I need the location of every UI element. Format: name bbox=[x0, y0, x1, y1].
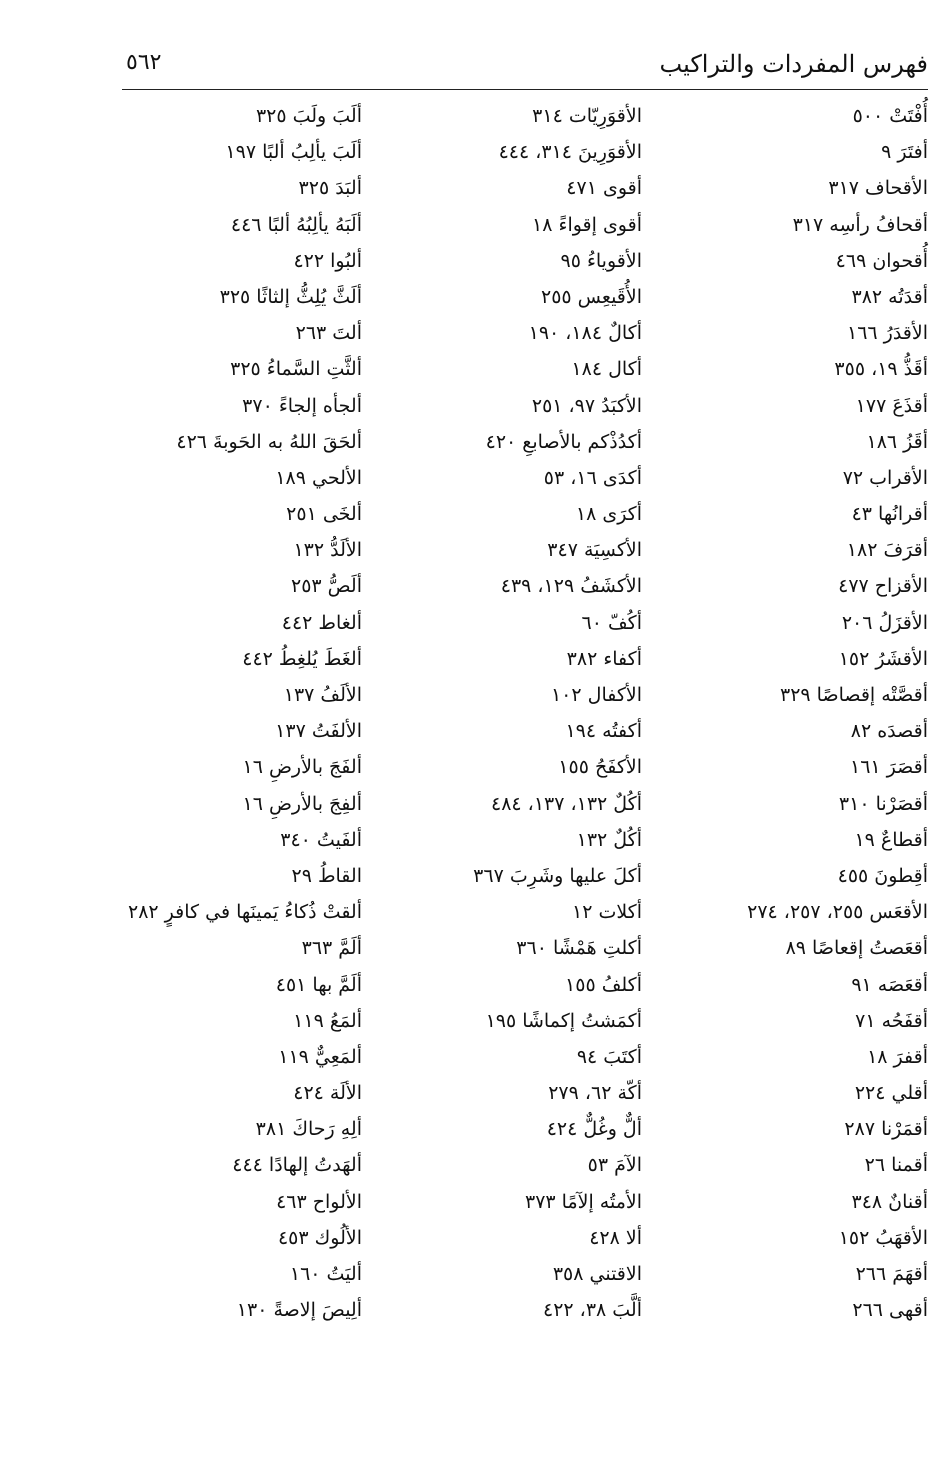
index-entry: أقلي ٢٢٤ bbox=[854, 1082, 928, 1105]
index-entry: أكفتُه ١٩٤ bbox=[565, 720, 642, 743]
index-entry: الاقتني ٣٥٨ bbox=[552, 1263, 642, 1285]
index-entry: ألَبَ يألِبُ ألبًا ١٩٧ bbox=[225, 141, 362, 164]
index-entry: أكمَشتُ إكماشًا ١٩٥ bbox=[485, 1009, 642, 1032]
index-entry: أكُلٌ ١٣٢، ١٣٧، ٤٨٤ bbox=[491, 792, 642, 815]
index-entry: أقصَرَ ١٦١ bbox=[850, 756, 928, 779]
index-entry: الأمتُه إلآمًا ٣٧٣ bbox=[525, 1190, 642, 1213]
index-entry: أكال ١٨٤ bbox=[571, 358, 642, 381]
index-entry: أقوى ٤٧١ bbox=[566, 177, 642, 200]
index-entry: أقرَفَ ١٨٢ bbox=[846, 539, 928, 562]
index-entry: الأقوَرِيّات ٣١٤ bbox=[532, 105, 642, 127]
index-entry: أقَزُ ١٨٦ bbox=[866, 430, 928, 453]
index-entry: الألَة ٤٢٤ bbox=[293, 1082, 362, 1105]
index-entry: الألُوك ٤٥٣ bbox=[277, 1226, 362, 1249]
index-entry: أقِطونَ ٤٥٥ bbox=[837, 864, 928, 887]
index-entry: أقصدَه ٨٢ bbox=[850, 720, 928, 743]
index-entry: ألمَعِيٌّ ١١٩ bbox=[278, 1045, 362, 1068]
index-entry: ألغاط ٤٤٢ bbox=[281, 611, 362, 634]
index-entry: أقدَتُه ٣٨٢ bbox=[851, 285, 928, 308]
index-entry: أكدُذْكم بالأصابعِ ٤٢٠ bbox=[485, 430, 642, 453]
index-entry: أقمَرْنا ٢٨٧ bbox=[844, 1118, 928, 1141]
index-entry: أكالٌ ١٨٤، ١٩٠ bbox=[528, 322, 642, 345]
index-entry: أكلات ١٢ bbox=[571, 901, 642, 924]
index-entry: الأكفال ١٠٢ bbox=[550, 684, 642, 706]
index-entry: أقنانٌ ٣٤٨ bbox=[851, 1190, 928, 1213]
index-entry: الأقعَس ٢٥٥، ٢٥٧، ٢٧٤ bbox=[747, 901, 928, 924]
index-entry: أقهى ٢٦٦ bbox=[852, 1299, 928, 1322]
index-entry: ألثَّتِ السَّماءُ ٣٢٥ bbox=[230, 358, 362, 381]
index-column-left bbox=[82, 98, 362, 1328]
index-entry: القاطُ ٢٩ bbox=[291, 864, 362, 887]
index-entry: أكفاء ٣٨٢ bbox=[566, 647, 642, 670]
index-entry: أقهَمَ ٢٦٦ bbox=[855, 1263, 928, 1285]
index-entry: أليَتُ ١٦٠ bbox=[289, 1263, 362, 1285]
index-entry: ألَمَّ بها ٤٥١ bbox=[275, 973, 362, 996]
index-entry: أقرانُها ٤٣ bbox=[851, 503, 928, 526]
index-entry: الأكشَفُ ١٢٩، ٤٣٩ bbox=[500, 575, 642, 598]
index-entry: ألبَدَ ٣٢٥ bbox=[298, 177, 362, 200]
index-entry: ألجأه إلجاءً ٣٧٠ bbox=[242, 394, 362, 417]
index-entry: الأكبَدُ ٩٧، ٢٥١ bbox=[531, 394, 642, 417]
running-title: فهرس المفردات والتراكيب bbox=[659, 50, 928, 78]
index-entry: أكّة ٦٢، ٢٧٩ bbox=[548, 1082, 642, 1105]
index-entry: ألَثَّ يُلِثُّ إلثاثًا ٣٢٥ bbox=[219, 285, 362, 308]
index-entry: الألَفُ ١٣٧ bbox=[283, 684, 362, 706]
index-entry: الأقزاح ٤٧٧ bbox=[838, 575, 928, 598]
header-rule bbox=[122, 89, 928, 90]
index-entry: أقَذُّ ١٩، ٣٥٥ bbox=[834, 358, 928, 381]
index-entry: ألَمَّ ٣٦٣ bbox=[301, 937, 362, 960]
index-entry: ألهَدتُ إلهادًا ٤٤٤ bbox=[232, 1154, 362, 1177]
index-entry: الأكفَحُ ١٥٥ bbox=[558, 756, 642, 779]
index-entry: ألِهِ رَحاكَ ٣٨١ bbox=[255, 1118, 362, 1141]
index-entry: ألا ٤٢٨ bbox=[589, 1226, 642, 1249]
index-entry: أكُلٌ ١٣٢ bbox=[576, 828, 642, 851]
index-entry: ألقتْ ذُكاءُ يَمينَها في كافرٍ ٢٨٢ bbox=[128, 901, 362, 924]
index-column-middle bbox=[362, 98, 642, 1328]
index-entry: أقعَصتُ إقعاصًا ٨٩ bbox=[785, 937, 928, 960]
index-entry: الأقوياءُ ٩٥ bbox=[560, 249, 642, 272]
index-entry: الأقراب ٧٢ bbox=[842, 466, 928, 489]
index-entry: أُفْتَتْ ٥٠٠ bbox=[852, 105, 928, 127]
index-entry: أُقحوان ٤٦٩ bbox=[835, 249, 928, 272]
index-entry: الأقزَلُ ٢٠٦ bbox=[841, 611, 928, 634]
index-entry: ألَبَ ولَبَ ٣٢٥ bbox=[255, 105, 362, 127]
index-entry: أقطاعٌ ١٩ bbox=[854, 828, 928, 851]
index-entry: ألِيصَ إلاصةً ١٣٠ bbox=[236, 1299, 362, 1322]
index-entry: أكلفُ ١٥٥ bbox=[565, 973, 642, 996]
index-entry: الأقوَرِينَ ٣١٤، ٤٤٤ bbox=[498, 141, 642, 164]
index-entry: أفتَرَ ٩ bbox=[881, 141, 928, 164]
index-entry: الألحي ١٨٩ bbox=[275, 466, 362, 489]
index-entry: الأقشَرُ ١٥٢ bbox=[838, 647, 928, 670]
index-entry: أقصَّتْه إقصاصًا ٣٢٩ bbox=[779, 684, 928, 706]
index-entry: أقمنا ٢٦ bbox=[864, 1154, 928, 1177]
index-column-right bbox=[648, 98, 928, 1328]
index-entry: الألفَتُ ١٣٧ bbox=[275, 720, 362, 743]
page-header bbox=[122, 44, 928, 84]
index-entry: الأقحاف ٣١٧ bbox=[828, 177, 928, 200]
index-entry: أكدَى ١٦، ٥٣ bbox=[543, 466, 642, 489]
index-entry: الأكسِيَة ٣٤٧ bbox=[547, 539, 642, 562]
index-entry: ألغَطَ يُلغِطُ ٤٤٢ bbox=[242, 647, 362, 670]
index-entry: أكرَى ١٨ bbox=[575, 503, 642, 526]
index-entry: أقذَعَ ١٧٧ bbox=[855, 394, 928, 417]
index-entry: أقوى إقواءً ١٨ bbox=[532, 213, 642, 236]
index-entry: الآمَ ٥٣ bbox=[587, 1154, 642, 1177]
index-entry: الأقدَرُ ١٦٦ bbox=[846, 322, 928, 345]
index-entry: أكلَ عليها وشَرِبَ ٣٦٧ bbox=[473, 864, 642, 887]
index-entry: أقفرَ ١٨ bbox=[867, 1045, 928, 1068]
index-entry: ألٌّ وغُلٌّ ٤٢٤ bbox=[546, 1118, 642, 1141]
index-entry: أكتَبَ ٩٤ bbox=[576, 1045, 642, 1068]
index-entry: الأقهَبُ ١٥٢ bbox=[838, 1226, 928, 1249]
index-entry: الألواح ٤٦٣ bbox=[276, 1190, 362, 1213]
page-number: ٥٦٢ bbox=[126, 50, 162, 75]
index-entry: ألبُوا ٤٢٢ bbox=[293, 249, 362, 272]
index-entry: ألمَعُ ١١٩ bbox=[293, 1009, 362, 1032]
index-entry: ألَصُّ ٢٥٣ bbox=[290, 575, 362, 598]
index-entry: ألفَجَ بالأرضِ ١٦ bbox=[242, 756, 362, 779]
index-entry: أقصَرْنا ٣١٠ bbox=[838, 792, 928, 815]
index-entry: ألفَيتُ ٣٤٠ bbox=[280, 828, 362, 851]
index-entry: ألتَ ٢٦٣ bbox=[295, 322, 362, 345]
index-entry: أكُفّ ٦٠ bbox=[581, 611, 642, 634]
index-entry: أقعَصَه ٩١ bbox=[851, 973, 928, 996]
index-entry: الألَدُّ ١٣٢ bbox=[293, 539, 362, 562]
index-entry: أقفَحُه ٧١ bbox=[855, 1009, 928, 1032]
index-entry: ألخَى ٢٥١ bbox=[286, 503, 362, 526]
index-entry: أكلتِ هَمْشًا ٣٦٠ bbox=[516, 937, 642, 960]
index-entry: ألَّبَ ٣٨، ٤٢٢ bbox=[543, 1299, 642, 1322]
index-entry: ألَبَهُ يألِبُهُ ألبًا ٤٤٦ bbox=[230, 213, 362, 236]
index-entry: أقحافُ رأسِه ٣١٧ bbox=[792, 213, 928, 236]
index-entry: ألحَقَ اللهُ به الحَوبةَ ٤٢٦ bbox=[176, 430, 362, 453]
index-entry: الأُقَيعِس ٢٥٥ bbox=[541, 285, 642, 308]
index-entry: ألفِجَ بالأرضِ ١٦ bbox=[242, 792, 362, 815]
